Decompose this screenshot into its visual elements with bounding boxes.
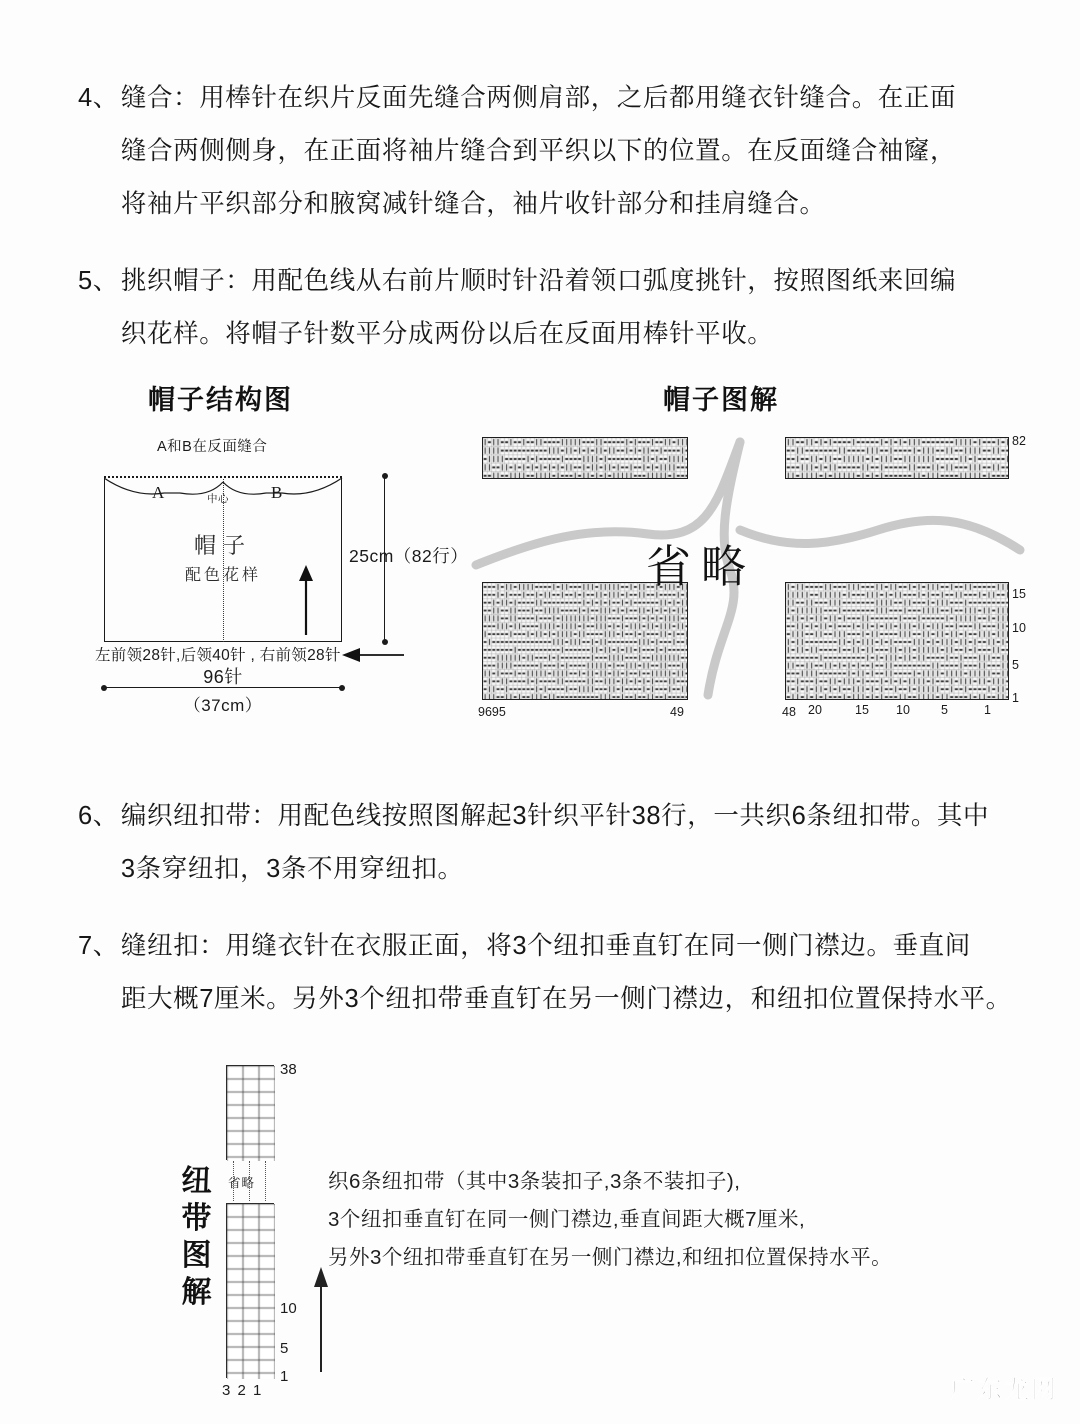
hat-label-b: B	[271, 483, 283, 502]
hat-width-dimension-line	[104, 687, 342, 688]
step-body-5	[121, 255, 1038, 361]
step-number-5: 5、	[78, 267, 119, 295]
hat-structure-title: 帽子结构图	[148, 385, 293, 415]
step-body-6	[121, 790, 1038, 896]
chart-label-row-15: 15	[1012, 587, 1026, 601]
chart-label-col-5: 5	[941, 703, 948, 717]
chart-omit-label: 省略	[646, 542, 757, 592]
step-paragraph-7	[78, 920, 1038, 1026]
hat-seam-caption: A和B在反面缝合	[157, 439, 268, 455]
step-paragraph-4	[78, 72, 1038, 231]
step-4-line-2: 缝合两侧侧身，在正面将袖片缝合到平织以下的位置。在反面缝合袖窿，	[120, 137, 957, 165]
band-label-row-5: 5	[280, 1340, 289, 1357]
band-omit-label: 省略	[228, 1176, 256, 1190]
hat-inner-title: 帽子	[193, 533, 252, 558]
band-note-line-1: 织6条纽扣带（其中3条装扣子,3条不装扣子),	[328, 1170, 741, 1193]
neck-direction-arrow-icon	[342, 647, 404, 663]
chart-label-col-10: 10	[896, 703, 910, 717]
step-5-line-1: 挑织帽子：用配色线从右前片顺时针沿着领口弧度挑针，按照图纸来回编	[120, 267, 957, 295]
band-note-line-3: 另外3个纽扣带垂直钉在另一侧门襟边,和纽扣位置保持水平。	[328, 1246, 893, 1269]
knit-direction-arrow-icon	[296, 565, 316, 635]
step-6-line-2: 3条穿纽扣，3条不用穿纽扣。	[120, 855, 464, 883]
band-label-columns: 3 2 1	[222, 1382, 263, 1399]
band-note-line-2: 3个纽扣垂直钉在同一侧门襟边,垂直间距大概7厘米,	[328, 1208, 806, 1231]
chart-block-bottom-left	[482, 582, 688, 700]
band-dots-3	[265, 1161, 266, 1201]
hat-label-a: A	[152, 483, 165, 502]
step-number-7: 7、	[78, 932, 119, 960]
hat-chart-diagram	[468, 430, 1028, 725]
chart-label-col-9695: 9695	[478, 705, 506, 719]
step-paragraph-6	[78, 790, 1038, 896]
step-4-line-1: 缝合：用棒针在织片反面先缝合两侧肩部，之后都用缝衣针缝合。在正面	[120, 84, 957, 112]
band-diagram	[170, 1055, 1030, 1399]
band-label-row-38: 38	[280, 1061, 297, 1078]
hat-stitch-count-label: 96针	[203, 667, 243, 687]
site-watermark: 广东龙网	[949, 1376, 1058, 1404]
chart-label-col-1: 1	[984, 703, 991, 717]
hat-width-cm-label: （37cm）	[183, 696, 263, 715]
hat-inner-subtitle: 配色花样	[184, 567, 261, 584]
step-body-4	[121, 72, 1038, 231]
step-body-7	[121, 920, 1038, 1026]
step-7-line-2: 距大概7厘米。另外3个纽扣带垂直钉在另一侧门襟边，和纽扣位置保持水平。	[120, 985, 1012, 1013]
chart-label-row-82: 82	[1012, 434, 1026, 448]
band-grid-lower	[226, 1203, 274, 1378]
step-6-line-1: 编织纽扣带：用配色线按照图解起3针织平针38行，一共织6条纽扣带。其中	[120, 802, 990, 830]
step-number-6: 6、	[78, 802, 119, 830]
step-7-line-1: 缝纽扣：用缝衣针在衣服正面，将3个纽扣垂直钉在同一侧门襟边。垂直间	[120, 932, 971, 960]
chart-label-col-15: 15	[855, 703, 869, 717]
step-number-4: 4、	[78, 84, 119, 112]
chart-label-col-49: 49	[670, 705, 684, 719]
step-4-line-3: 将袖片平织部分和腋窝减针缝合，袖片收针部分和挂肩缝合。	[120, 190, 826, 218]
chart-label-row-10: 10	[1012, 621, 1026, 635]
band-note	[328, 1163, 892, 1277]
hat-label-center: 中心	[207, 493, 229, 505]
chart-label-col-48: 48	[782, 705, 796, 719]
band-direction-arrow-icon	[310, 1267, 332, 1372]
chart-label-row-5: 5	[1012, 658, 1019, 672]
chart-label-row-1: 1	[1012, 691, 1019, 705]
step-paragraph-5	[78, 255, 1038, 361]
hat-chart-title: 帽子图解	[663, 385, 779, 415]
step-5-line-2: 织花样。将帽子针数平分成两份以后在反面用棒针平收。	[120, 320, 774, 348]
chart-label-col-20: 20	[808, 703, 822, 717]
chart-block-top-right	[785, 437, 1009, 479]
hat-height-label: 25cm（82行）	[349, 546, 469, 566]
chart-block-bottom-right	[785, 582, 1009, 700]
hat-neck-stitches-label: 左前领28针,后领40针 , 右前领28针	[95, 647, 341, 664]
band-label-row-10: 10	[280, 1300, 297, 1317]
band-diagram-title: 纽带图解	[181, 1165, 213, 1309]
hat-structure-diagram	[95, 435, 469, 715]
chart-block-top-left	[482, 437, 688, 479]
band-grid-upper	[226, 1065, 274, 1160]
hat-top-arcs	[104, 476, 360, 516]
band-label-row-1: 1	[280, 1368, 289, 1385]
